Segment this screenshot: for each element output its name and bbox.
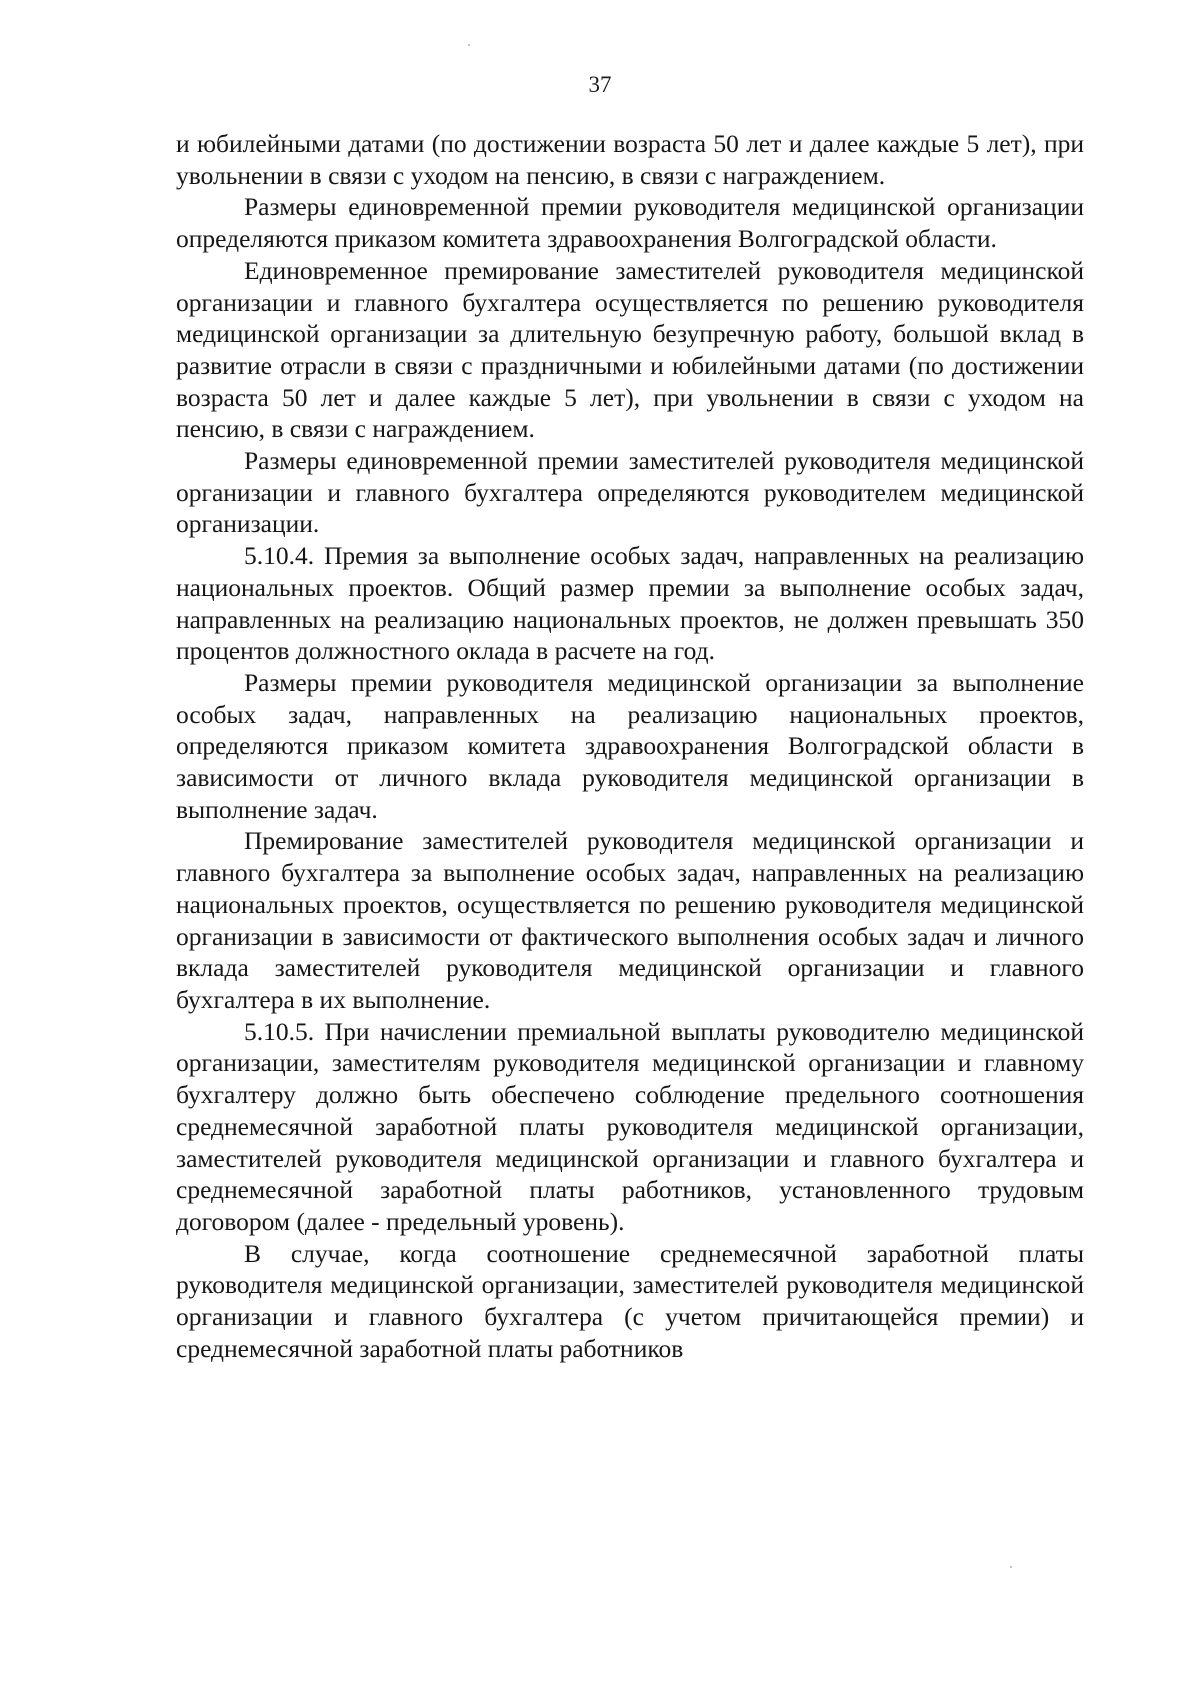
paragraph: Единовременное премирование заместителей руководителя медицинской организации и главного бухгалтера осуществляется по решению руководителя медицинской организации за длительную безупречную работу, большой вклад в развитие отрасли в связи с праздничными и юбилейными датами (по достижении возраста 50 лет и далее каждые 5 лет), при увольнении в связи с уходом на пенсию, в связи с награждением. — [176, 255, 1084, 444]
scan-speck — [1010, 1566, 1012, 1568]
scan-speck — [468, 44, 470, 46]
paragraph: В случае, когда соотношение среднемесячной заработной платы руководителя медицинской организации, заместителей руководителя медицинской организации и главного бухгалтера (с учетом причитающейся премии) и среднемесячной заработной платы работников — [176, 1238, 1084, 1363]
paragraph: Размеры премии руководителя медицинской организации за выполнение особых задач, направленных на реализацию национальных проектов, определяются приказом комитета здравоохранения Волгоградской области в зависимости от личного вклада руководителя медицинской организации в выполнение задач. — [176, 667, 1084, 824]
page-number: 37 — [588, 72, 612, 97]
paragraph-section-5-10-4: 5.10.4. Премия за выполнение особых задач, направленных на реализацию национальных проектов. Общий размер премии за выполнение особых задач, направленных на реализацию национальных проектов, не должен превышать 350 процентов должностного оклада в расчете на год. — [176, 541, 1084, 666]
paragraph: Премирование заместителей руководителя медицинской организации и главного бухгалтера за выполнение особых задач, направленных на реализацию национальных проектов, осуществляется по решению руководителя медицинской организации в зависимости от фактического выполнения особых задач и личного вклада заместителей руководителя медицинской организации и главного бухгалтера в их выполнение. — [176, 826, 1084, 1014]
document-body — [176, 128, 1084, 1364]
paragraph: Размеры единовременной премии заместителей руководителя медицинской организации и главного бухгалтера определяются руководителем медицинской организации. — [176, 446, 1084, 539]
paragraph: Размеры единовременной премии руководителя медицинской организации определяются приказом комитета здравоохранения Волгоградской области. — [176, 192, 1084, 254]
paragraph-section-5-10-5: 5.10.5. При начислении премиальной выплаты руководителю медицинской организации, заместителям руководителя медицинской организации и главному бухгалтеру должно быть обеспечено соблюдение предельного соотношения среднемесячной заработной платы руководителя медицинской организации, заместителей руководителя медицинской организации и главного бухгалтера и среднемесячной заработной платы работников, установленного трудовым договором (далее - предельный уровень). — [176, 1016, 1084, 1236]
paragraph-continuation: и юбилейными датами (по достижении возраста 50 лет и далее каждые 5 лет), при увольнении в связи с уходом на пенсию, в связи с награждением. — [176, 129, 1084, 190]
